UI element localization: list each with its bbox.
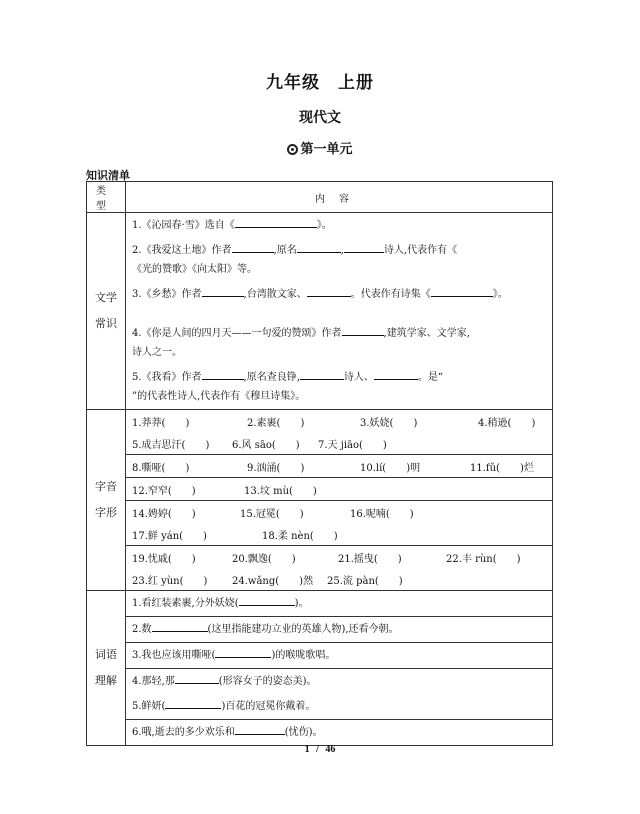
answer-blank[interactable]	[239, 594, 295, 606]
answer-blank[interactable]	[297, 241, 341, 253]
lit-item-1: 1.《沁园春·雪》选自《 》。	[126, 213, 552, 238]
vocab-content	[126, 591, 553, 746]
answer-blank[interactable]	[342, 324, 384, 336]
target-icon	[287, 144, 298, 155]
unit-label: 第一单元	[300, 142, 353, 157]
vocab-item-6: 6.哦,逝去的多少欢乐和 (忧伤)。	[126, 719, 552, 745]
answer-blank[interactable]	[215, 646, 271, 658]
section-title: 现代文	[299, 110, 341, 126]
lit-category: 文学 常识	[87, 213, 126, 410]
lit-item-2: 2.《我爱这土地》作者 ,原名 , 诗人,代表作有《 《光的赞歌》《向太阳》等。	[126, 238, 552, 282]
answer-blank[interactable]	[152, 620, 208, 632]
char-row: 12.窄窄( ) 13.坟 mù( )	[126, 477, 552, 500]
answer-blank[interactable]	[165, 697, 221, 709]
answer-blank[interactable]	[235, 723, 285, 735]
char-content	[126, 410, 553, 591]
answer-blank[interactable]	[307, 285, 351, 297]
char-row: 19.忧戚( ) 20.飘逸( ) 21.摇曳( ) 22.丰 rùn( )	[126, 545, 552, 568]
answer-blank[interactable]	[202, 285, 244, 297]
vocab-item-2: 2.数 (这里指能建功立业的英雄人物),还看今朝。	[126, 616, 552, 642]
vocab-item-4: 4.那轻,那 (形容女子的姿态美)。	[126, 668, 552, 694]
answer-blank[interactable]	[344, 241, 384, 253]
char-row: 8.嘶哑( ) 9.汹涌( ) 10.lí( )明 11.fǔ( )烂	[126, 454, 552, 477]
lit-item-3: 3.《乡愁》作者 ,台湾散文家、 。代表作有诗集《 》。	[126, 282, 552, 307]
table-header-row	[87, 182, 553, 213]
answer-blank[interactable]	[374, 368, 418, 380]
vocab-section	[87, 591, 553, 746]
page-separator: /	[316, 744, 319, 755]
vocab-item-5: 5.鲜妍( )百花的冠冕你戴着。	[126, 694, 552, 719]
current-page: 1	[304, 744, 310, 755]
total-pages: 46	[325, 744, 336, 755]
char-row: 14.娉婷( ) 15.冠冕( ) 16.呢喃( )	[126, 500, 552, 523]
char-row: 17.鲜 yán( ) 18.柔 nèn( )	[132, 530, 338, 542]
char-section	[87, 410, 553, 591]
answer-blank[interactable]	[175, 672, 219, 684]
answer-blank[interactable]	[300, 368, 344, 380]
vocab-category: 词语 理解	[87, 591, 126, 746]
answer-blank[interactable]	[202, 368, 244, 380]
unit-title	[0, 138, 640, 157]
char-row: 23.红 yùn( ) 24.wǎng( )然 25.流 pàn( )	[132, 575, 403, 587]
char-category: 字音 字形	[87, 410, 126, 591]
lit-item-5: 5.《我看》作者 ,原名查良铮, 诗人、 。是“ ”的代表性诗人,代表作有《穆旦诗集》。	[126, 365, 552, 409]
answer-blank[interactable]	[431, 285, 493, 297]
page-title: 九年级 上册	[266, 73, 374, 93]
vocab-item-1: 1.看红装素裹,分外妖娆( )。	[126, 591, 552, 616]
col-content-header: 内容	[126, 182, 553, 213]
lit-item-4: 4.《你是人间的四月天——一句爱的赞颂》作者 ,建筑学家、文学家, 诗人之一。	[126, 321, 552, 365]
lit-content	[126, 213, 553, 410]
char-row: 5.成吉思汗( ) 6.风 sāo( ) 7.天 jiāo( )	[132, 439, 387, 451]
list-heading: 知识清单	[86, 169, 130, 182]
answer-blank[interactable]	[232, 241, 274, 253]
answer-blank[interactable]	[235, 216, 317, 228]
char-row: 1.莽莽( ) 2.素裹( ) 3.妖娆( ) 4.稍逊( )	[132, 417, 536, 429]
col-type-header: 类型	[87, 182, 126, 213]
lit-section	[87, 213, 553, 410]
knowledge-table	[86, 181, 553, 746]
vocab-item-3: 3.我也应该用嘶哑( )的喉咙歌唱。	[126, 642, 552, 668]
page-number	[0, 744, 640, 755]
